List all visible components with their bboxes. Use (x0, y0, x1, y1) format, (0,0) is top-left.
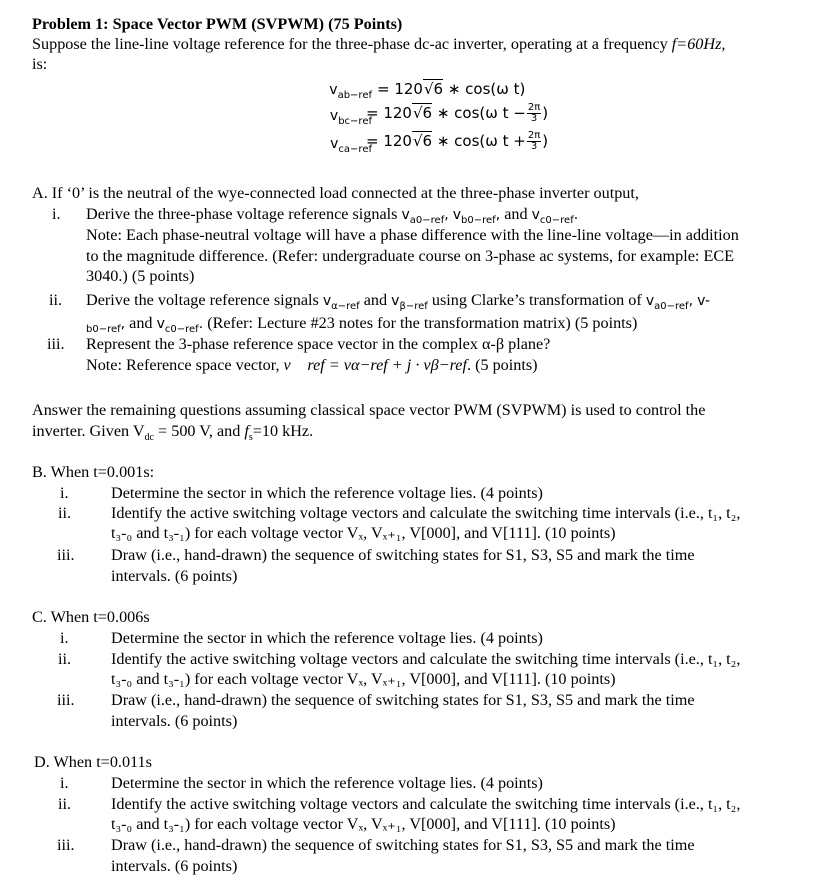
problem-title: Problem 1: Space Vector PWM (SVPWM) (75 Points) (32, 15, 403, 33)
part-a-iii-text: Represent the 3-phase reference space vector in the complex α-β plane? (86, 335, 551, 353)
part-d-i-number: i. (60, 774, 69, 792)
part-a-iii-number: iii. (47, 335, 65, 353)
part-d-iii-text-2: intervals. (6 points) (111, 857, 238, 875)
part-b-heading: B. When t=0.001s: (32, 463, 155, 481)
equation-rhs: = 120√6 ∗ cos(ω t − $\frac{2\pi}{3}$ ) (366, 102, 549, 124)
part-d-iii-number: iii. (57, 836, 75, 854)
part-c-ii-text-1: Identify the active switching voltage vectors and calculate the switching time intervals (i.e., t₁, t₂, (111, 650, 741, 668)
part-c-heading: C. When t=0.006s (32, 608, 150, 626)
part-c-i-number: i. (60, 629, 69, 647)
part-c-ii-text-2: t₃-₀ and t₃-₁) for each voltage vector Vₓ, Vₓ₊₁, V[000], and V[111]. (10 points) (111, 670, 616, 688)
intro-line-2: is: (32, 55, 48, 73)
intro-frequency: f=60Hz, (671, 35, 726, 53)
equation-lhs: $v_{ab-ref}$ (329, 82, 372, 101)
part-a-ii-text-2: $_{b0-ref}$, and $v_{c0-ref}$. (Refer: Lecture #23 notes for the transformation matrix) (5 points) (86, 314, 638, 335)
part-a-i-note-1: Note: Each phase-neutral voltage will have a phase difference with the line-line voltage—in addition (86, 226, 739, 244)
equation-lhs: $v_{bc-ref}$ (329, 108, 372, 127)
part-d-ii-text-1: Identify the active switching voltage vectors and calculate the switching time intervals (i.e., t₁, t₂, (111, 795, 741, 813)
part-a-i-note-3: 3040.) (5 points) (86, 267, 195, 285)
part-a-iii-note: Note: Reference space vector, v⃗ ref = vα−ref + j · vβ−ref. (5 points) (86, 356, 538, 374)
assumption-line-2: inverter. Given $V_{dc} = 500$ V, and $f_s=10$ kHz. (32, 422, 314, 444)
part-a-i-text: Derive the three-phase voltage reference signals $v_{a0-ref}$, $v_{b0-ref}$, and $v_{c0-ref}$. (86, 205, 579, 226)
part-a-heading: A. If ‘0’ is the neutral of the wye-connected load connected at the three-phase inverter output, (32, 184, 639, 202)
part-a-i-note-2: to the magnitude difference. (Refer: undergraduate course on 3-phase ac systems, for example: ECE (86, 247, 735, 265)
equation-rhs: = 120√6 ∗ cos(ω t + $\frac{2\pi}{3}$ ) (366, 130, 549, 152)
part-b-iii-text-2: intervals. (6 points) (111, 567, 238, 585)
part-b-iii-text-1: Draw (i.e., hand-drawn) the sequence of switching states for S1, S3, S5 and mark the time (111, 546, 695, 564)
part-c-iii-text-2: intervals. (6 points) (111, 712, 238, 730)
part-d-ii-number: ii. (58, 795, 72, 813)
part-c-iii-text-1: Draw (i.e., hand-drawn) the sequence of switching states for S1, S3, S5 and mark the time (111, 691, 695, 709)
part-b-i-text: Determine the sector in which the reference voltage lies. (4 points) (111, 484, 543, 502)
part-b-i-number: i. (60, 484, 69, 502)
part-b-ii-text-2: t₃-₀ and t₃-₁) for each voltage vector Vₓ, Vₓ₊₁, V[000], and V[111]. (10 points) (111, 524, 616, 542)
intro-text: Suppose the line-line voltage reference for the three-phase dc-ac inverter, operating at a frequency (32, 35, 668, 53)
part-a-ii-number: ii. (49, 291, 63, 309)
part-b-ii-text-1: Identify the active switching voltage vectors and calculate the switching time intervals (i.e., t₁, t₂, (111, 504, 741, 522)
equation-lhs: $v_{ca-ref}$ (330, 136, 372, 155)
space-vector-equation: v⃗ ref = vα−ref + j · vβ−ref (283, 356, 467, 374)
equation-rhs: = 120√6 ∗ cos(ω t) (377, 80, 526, 98)
part-a-i-number: i. (52, 205, 61, 223)
part-b-iii-number: iii. (57, 546, 75, 564)
part-d-heading: D. When t=0.011s (34, 753, 152, 771)
assumption-line-1: Answer the remaining questions assuming classical space vector PWM (SVPWM) is used to control the (32, 401, 706, 419)
part-a-ii-text-1: Derive the voltage reference signals $v_{\alpha-ref}$ and $v_{\beta-ref}$ using Clarke’s transformation of $v_{a0-ref}$, v- (86, 291, 711, 312)
intro-line-1 (32, 34, 725, 54)
part-d-i-text: Determine the sector in which the reference voltage lies. (4 points) (111, 774, 543, 792)
part-b-ii-number: ii. (58, 504, 72, 522)
part-c-iii-number: iii. (57, 691, 75, 709)
part-c-i-text: Determine the sector in which the reference voltage lies. (4 points) (111, 629, 543, 647)
part-c-ii-number: ii. (58, 650, 72, 668)
part-d-ii-text-2: t₃-₀ and t₃-₁) for each voltage vector Vₓ, Vₓ₊₁, V[000], and V[111]. (10 points) (111, 815, 616, 833)
part-d-iii-text-1: Draw (i.e., hand-drawn) the sequence of switching states for S1, S3, S5 and mark the time (111, 836, 695, 854)
